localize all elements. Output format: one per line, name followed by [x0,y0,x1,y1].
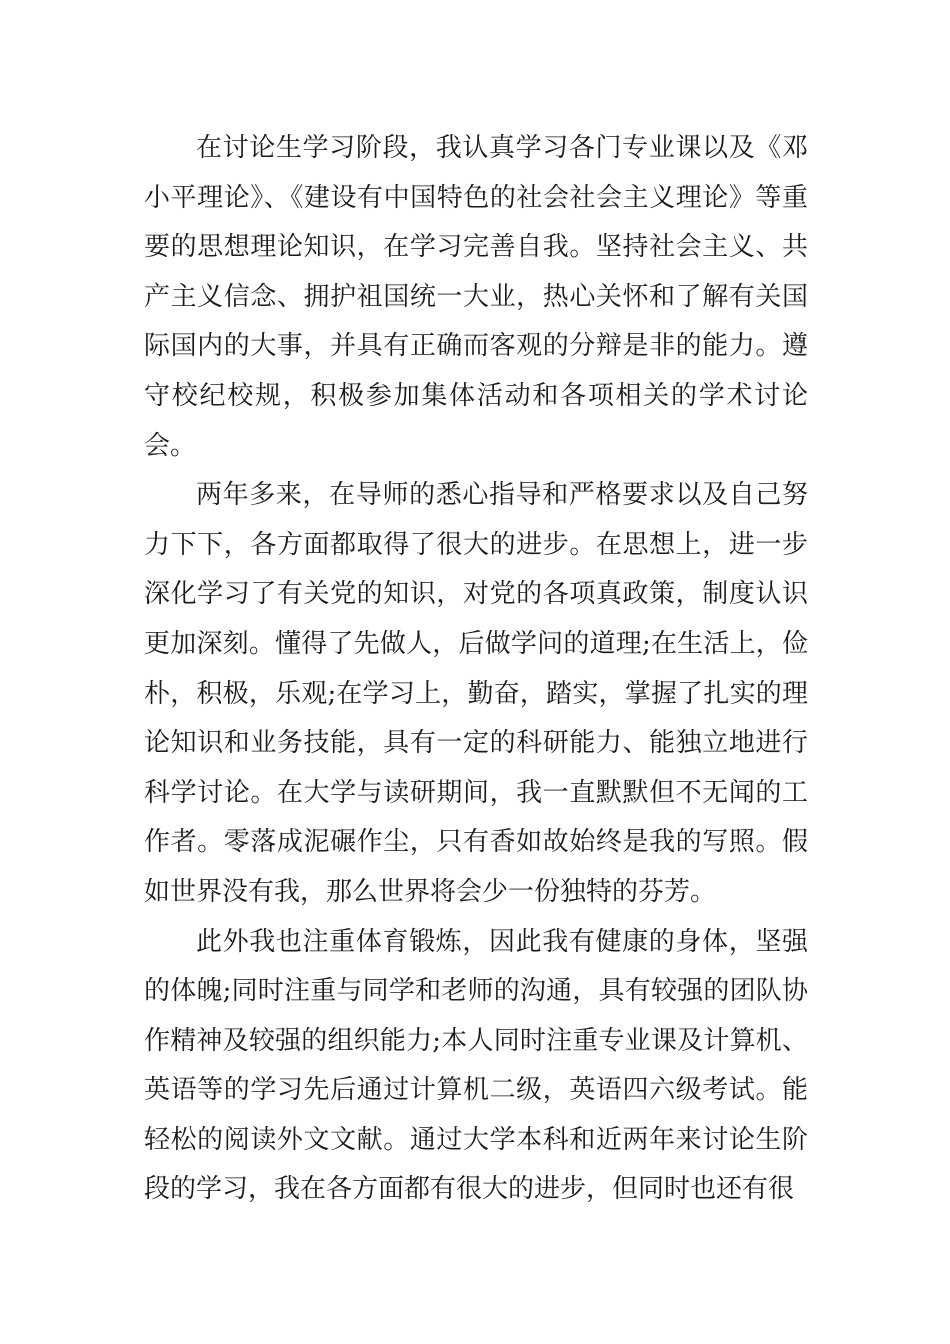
paragraph-sports-and-skills: 此外我也注重体育锻炼，因此我有健康的身体，坚强的体魄;同时注重与同学和老师的沟通，具有较强的团队协作精神及较强的组织能力;本人同时注重专业课及计算机、英语等的学习先后通过计算机二级，英语四六级考试。能轻松的阅读外文文献。通过大学本科和近两年来讨论生阶段的学习，我在各方面都有很大的进步，但同时也还有很 [144,926,808,1205]
paragraph-study-stage: 在讨论生学习阶段，我认真学习各门专业课以及《邓小平理论》、《建设有中国特色的社会社会主义理论》等重要的思想理论知识，在学习完善自我。坚持社会主义、共产主义信念、拥护祖国统一大业，热心关怀和了解有关国际国内的大事，并具有正确而客观的分辩是非的能力。遵守校纪校规，积极参加集体活动和各项相关的学术讨论会。 [144,133,808,461]
paragraph-two-years-progress: 两年多来，在导师的悉心指导和严格要求以及自己努力下下，各方面都取得了很大的进步。在思想上，进一步深化学习了有关党的知识，对党的各项真政策，制度认识更加深刻。懂得了先做人，后做学问的道理;在生活上，俭朴，积极，乐观;在学习上，勤奋，踏实，掌握了扎实的理论知识和业务技能，具有一定的科研能力、能独立地进行科学讨论。在大学与读研期间，我一直默默但不无闻的工作者。零落成泥碾作尘，只有香如故始终是我的写照。假如世界没有我，那么世界将会少一份独特的芬芳。 [144,480,808,907]
document-body [144,124,808,1215]
